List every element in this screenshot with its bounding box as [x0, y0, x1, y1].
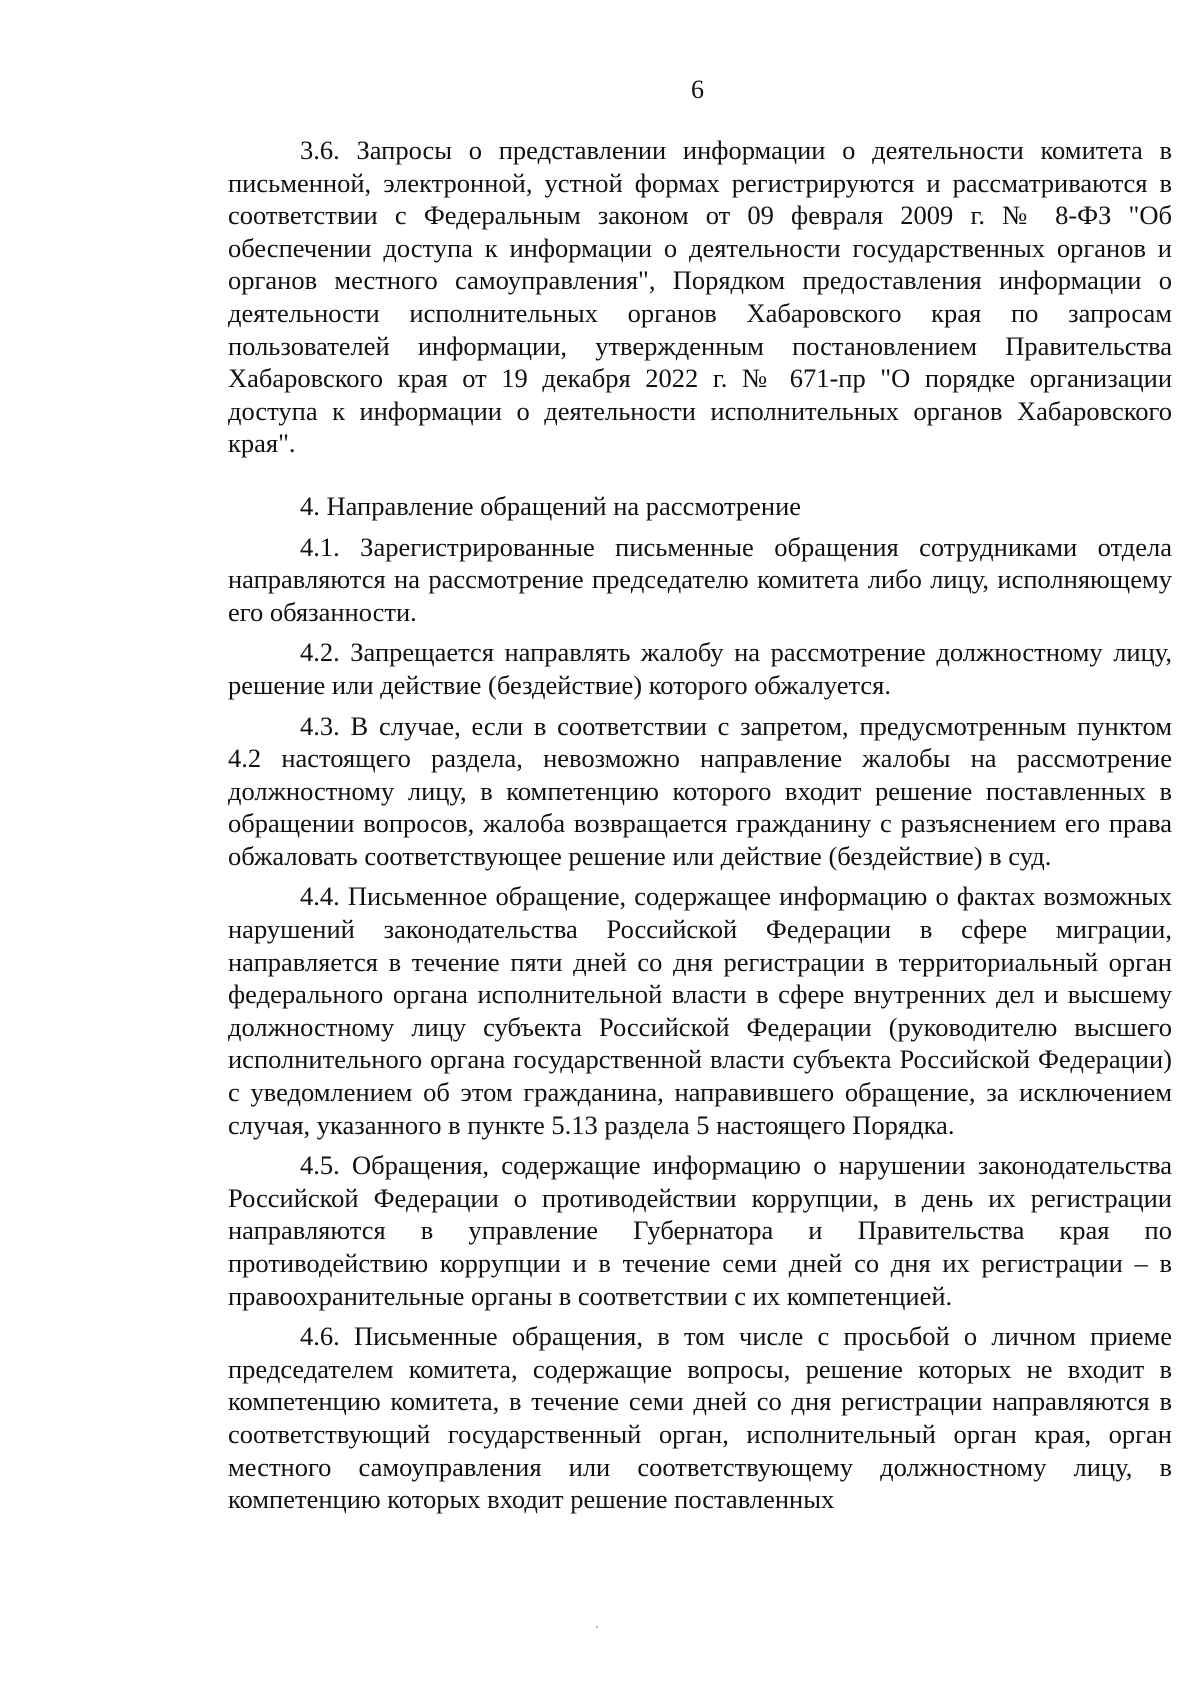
paragraph-3-6: 3.6. Запросы о представлении информации о деятельности комитета в письменной, электронной, устной формах регистрируются и рассматриваются в соответствии с Федеральным законом от 09 февраля 2009 г. № 8-ФЗ "Об обеспечении доступа к информации о деятельности государственных органов и органов местного самоуправления", Порядком предоставления информации о деятельности исполнительных органов Хабаровского края по запросам пользователей информации, утвержденным постановлением Правительства Хабаровского края от 19 декабря 2022 г. № 671-пр "О порядке организации доступа к информации о деятельности исполнительных органов Хабаровского края".	[228, 135, 1172, 459]
section-heading-4: 4. Направление обращений на рассмотрение	[300, 490, 802, 521]
paragraph-4-5: 4.5. Обращения, содержащие информацию о нарушении законодательства Российской Федерации о противодействии коррупции, в день их регистрации направляются в управление Губернатора и Правительства края по противодействию коррупции и в течение семи дней со дня их регистрации – в правоохранительные органы в соответствии с их компетенцией.	[228, 1150, 1172, 1311]
document-body	[228, 134, 1172, 1516]
paragraph-4-4: 4.4. Письменное обращение, содержащее информацию о фактах возможных нарушений законодательства Российской Федерации в сфере миграции, направляется в течение пяти дней со дня регистрации в территориальный орган федерального органа исполнительной власти в сфере внутренних дел и высшему должностному лицу субъекта Российской Федерации (руководителю высшего исполнительного органа государственной власти субъекта Российской Федерации) с уведомлением об этом гражданина, направившего обращение, за исключением случая, указанного в пункте 5.13 раздела 5 настоящего Порядка.	[228, 881, 1172, 1140]
paragraph-4-3: 4.3. В случае, если в соответствии с запретом, предусмотренным пунктом 4.2 настоящего раздела, невозможно направление жалобы на рассмотрение должностному лицу, в компетенцию которого входит решение поставленных в обращении вопросов, жалоба возвращается гражданину с разъяснением его права обжаловать соответствующее решение или действие (бездействие) в суд.	[228, 710, 1172, 871]
scan-dot	[596, 1626, 598, 1628]
page-number: 6	[691, 75, 704, 104]
paragraph-4-2: 4.2. Запрещается направлять жалобу на рассмотрение должностному лицу, решение или действие (бездействие) которого обжалуется.	[228, 637, 1172, 700]
paragraph-4-6: 4.6. Письменные обращения, в том числе с просьбой о личном приеме председателем комитета, содержащие вопросы, решение которых не входит в компетенцию комитета, в течение семи дней со дня регистрации направляются в соответствующий государственный орган, исполнительный орган края, орган местного самоуправления или соответствующему должностному лицу, в компетенцию которых входит решение поставленных	[228, 1321, 1172, 1515]
paragraph-4-1: 4.1. Зарегистрированные письменные обращения сотрудниками отдела направляются на рассмотрение председателю комитета либо лицу, исполняющему его обязанности.	[228, 531, 1172, 627]
